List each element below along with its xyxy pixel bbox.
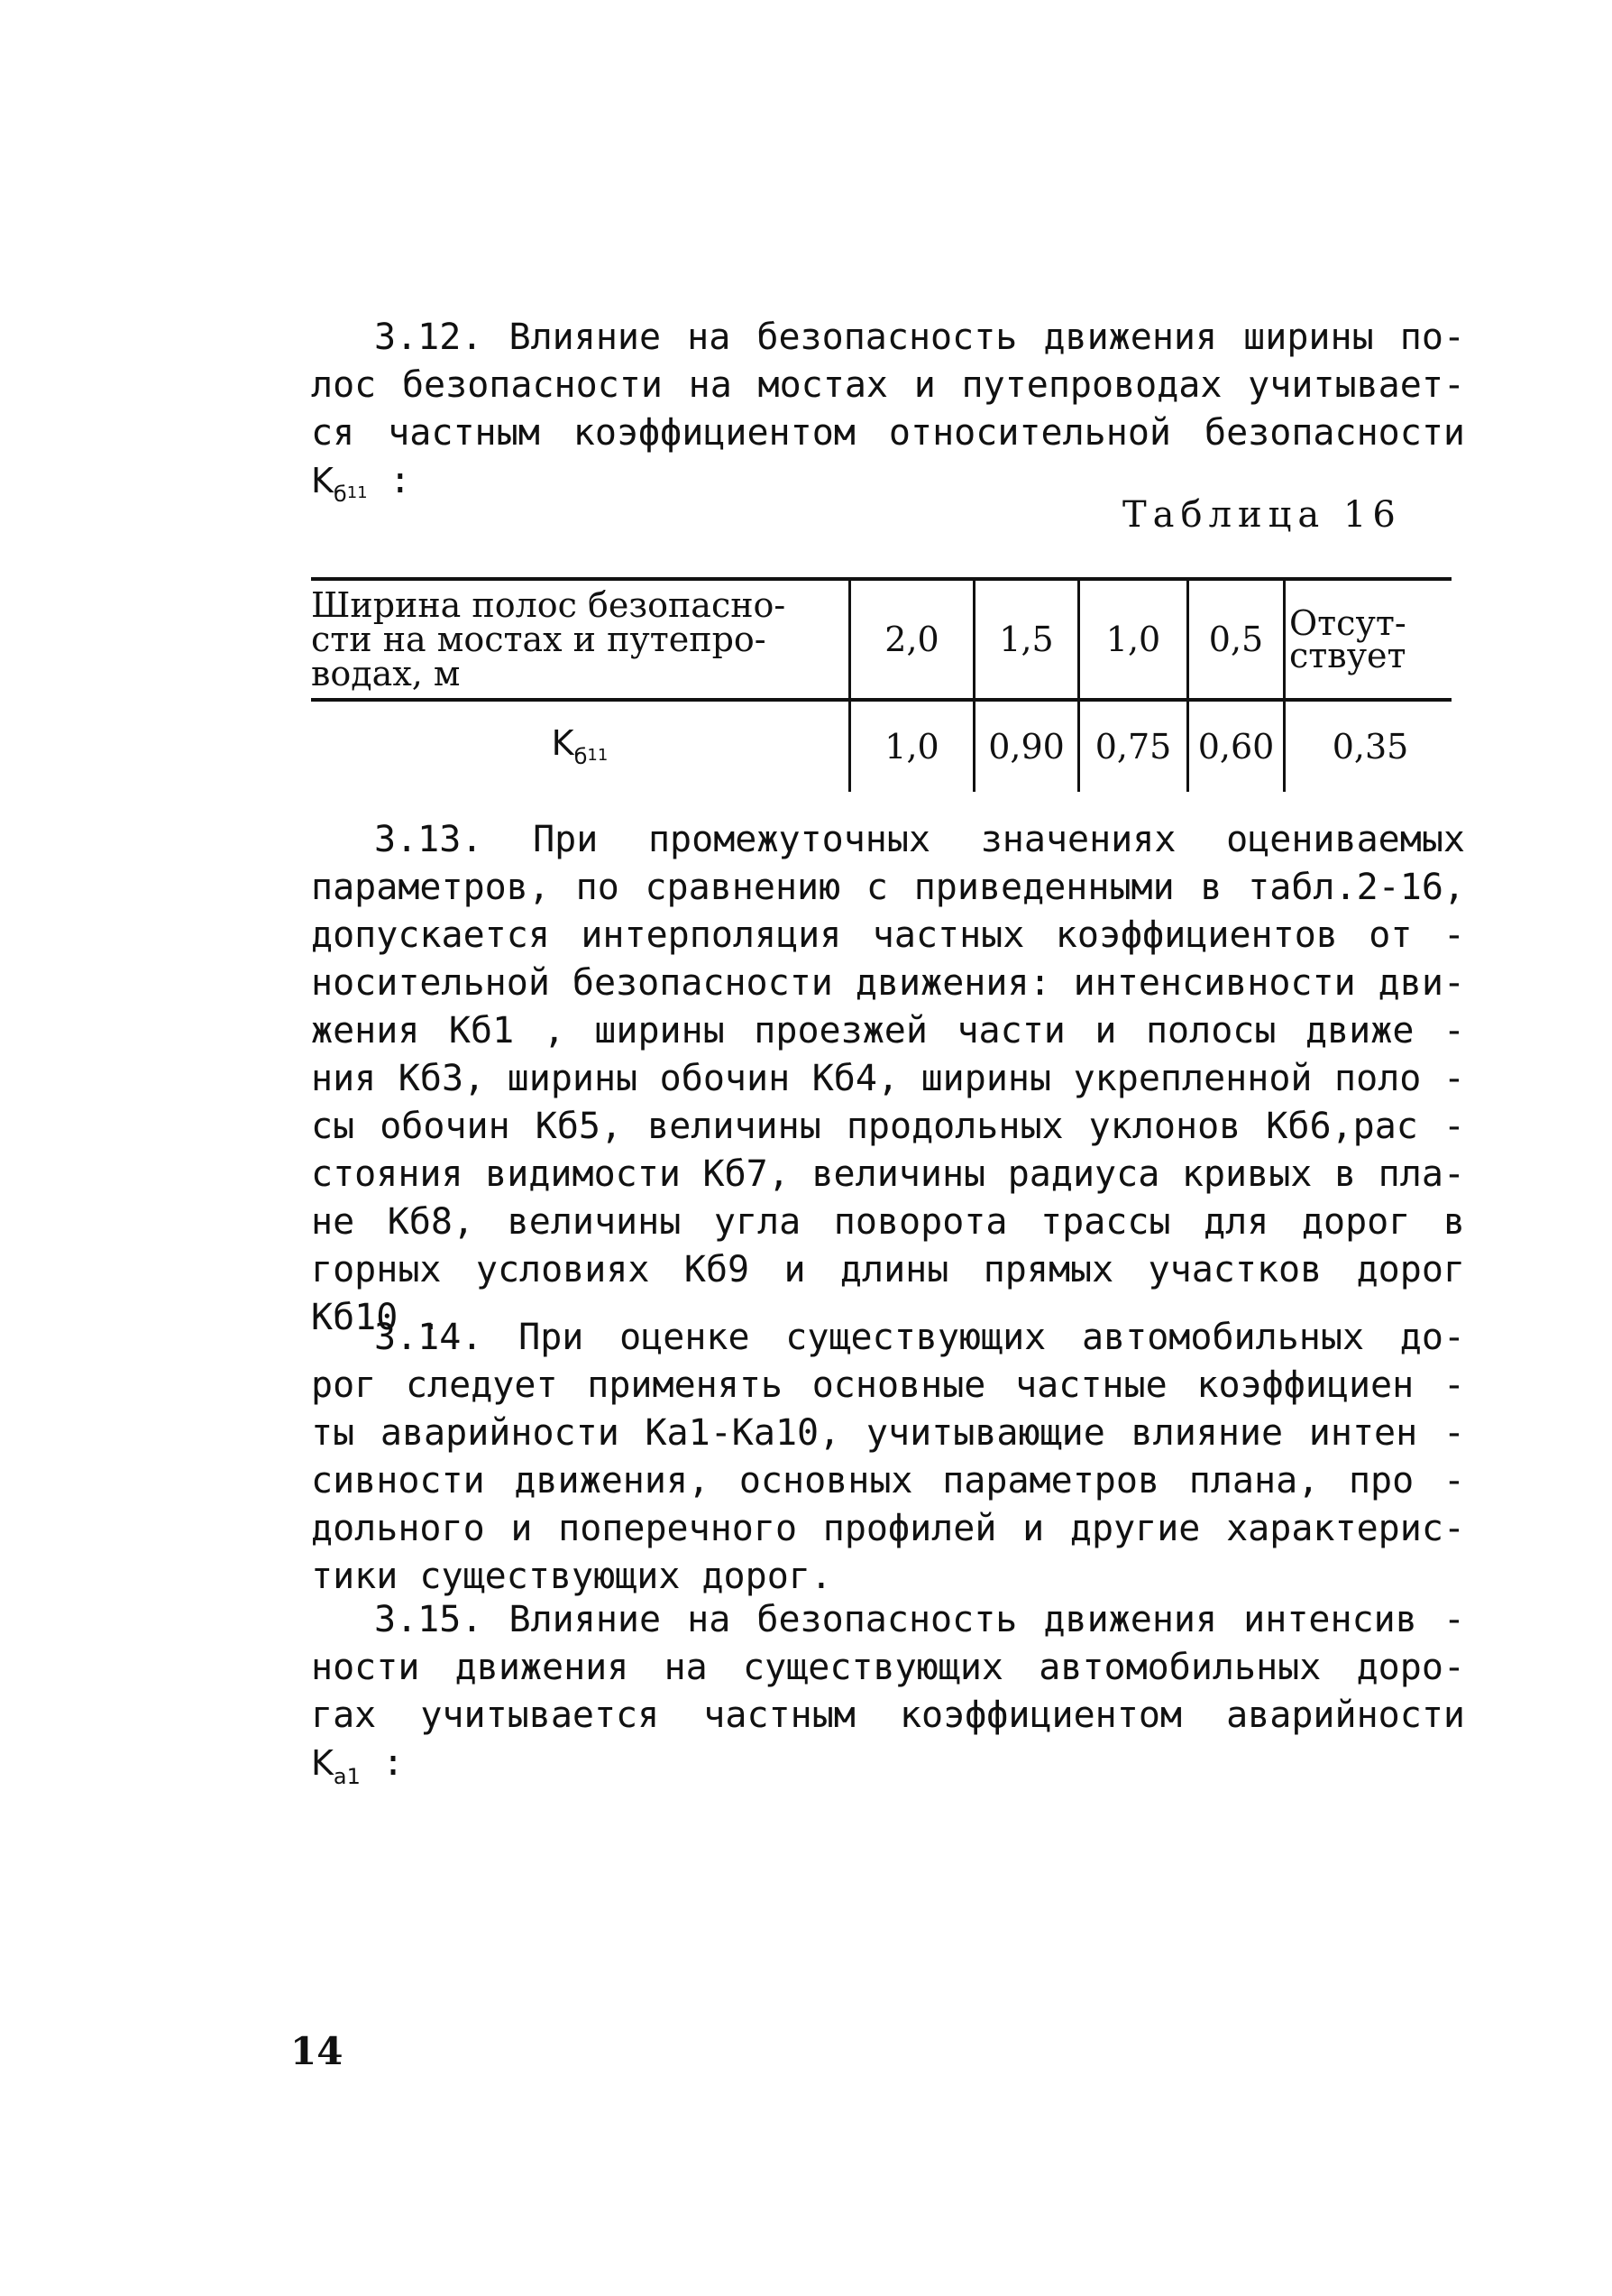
- text-line: рог следует применять основные частные коэффициен -: [311, 1364, 1465, 1406]
- section-3-12: [311, 314, 1465, 511]
- table-header-row: [311, 579, 1452, 700]
- header-value-cell: 1,5: [975, 579, 1079, 700]
- header-value-cell: 0,5: [1188, 579, 1285, 700]
- table-data-row: [311, 700, 1452, 792]
- data-cell: 0,75: [1079, 700, 1188, 792]
- data-cell: 0,35: [1285, 700, 1452, 792]
- header-label-line: водах, м: [311, 654, 461, 693]
- header-label-line: сти на мостах и путепро-: [311, 620, 766, 659]
- header-value-cell: 1,0: [1079, 579, 1188, 700]
- section-3-15: [311, 1596, 1465, 1792]
- header-absent-line: ствует: [1289, 636, 1406, 675]
- header-absent-line: Отсут-: [1289, 603, 1406, 643]
- text-line: гах учитывается частным коэффициентом аварийности: [311, 1694, 1465, 1736]
- text-line: Kб10 .: [311, 1297, 442, 1338]
- data-cell: 0,90: [975, 700, 1079, 792]
- symbol-subscript: б: [573, 744, 588, 769]
- text-line: лос безопасности на мостах и путепроводах учитывает-: [311, 364, 1465, 406]
- symbol-subscript: a1: [333, 1764, 361, 1789]
- text-line: тики существующих дорог.: [311, 1556, 832, 1597]
- text-line: параметров, по сравнению с приведенными в табл.2-16,: [311, 867, 1465, 908]
- colon: :: [382, 1742, 405, 1784]
- text-line: жения Kб1 , ширины проезжей части и полосы движе -: [311, 1010, 1465, 1052]
- table-title: Таблица 16: [1122, 494, 1402, 536]
- text-line: допускается интерполяция частных коэффициентов от -: [311, 914, 1465, 956]
- symbol-subscript: б: [333, 482, 347, 507]
- text-line: стояния видимости Kб7, величины радиуса кривых в пла-: [311, 1153, 1465, 1195]
- header-value-cell: [1285, 579, 1452, 700]
- text-line: 3.12. Влияние на безопасность движения ширины по-: [374, 317, 1465, 358]
- text-line: носительной безопасности движения: интенсивности дви-: [311, 962, 1465, 1004]
- text-line: сивности движения, основных параметров плана, про -: [311, 1460, 1465, 1502]
- text-line: сы обочин Kб5, величины продольных уклонов Kб6,рас -: [311, 1106, 1465, 1147]
- text-line: 3.14. При оценке существующих автомобильных до-: [374, 1317, 1465, 1358]
- header-label-cell: [311, 579, 850, 700]
- section-3-13: [311, 816, 1465, 1342]
- coefficient-symbol: [551, 723, 609, 769]
- colon: :: [389, 460, 411, 501]
- coefficient-symbol: [311, 1740, 361, 1792]
- text-line: горных условиях Kб9 и длины прямых участков дорог: [311, 1249, 1465, 1290]
- text-line: дольного и поперечного профилей и другие характерис-: [311, 1508, 1465, 1549]
- text-line: ся частным коэффициентом относительной безопасности: [311, 412, 1465, 454]
- symbol-letter: K: [551, 723, 574, 763]
- text-line: не Kб8, величины угла поворота трассы для дорог в: [311, 1201, 1465, 1243]
- text-line: 3.13. При промежуточных значениях оцениваемых: [374, 819, 1465, 860]
- symbol-subscript-index: 11: [346, 483, 368, 502]
- header-value-cell: 2,0: [850, 579, 975, 700]
- text-line: 3.15. Влияние на безопасность движения интенсив -: [374, 1599, 1465, 1640]
- data-cell: 1,0: [850, 700, 975, 792]
- symbol-line: [311, 1740, 1465, 1792]
- coefficient-symbol: [311, 457, 368, 511]
- header-label-line: Ширина полос безопасно-: [311, 585, 786, 625]
- symbol-letter: K: [311, 461, 334, 501]
- symbol-letter: K: [311, 1743, 334, 1783]
- data-cell: 0,60: [1188, 700, 1285, 792]
- page-number: 14: [290, 2029, 343, 2073]
- symbol-subscript-index: 11: [587, 746, 609, 765]
- row-label-cell: [311, 700, 850, 792]
- text-line: ния Kб3, ширины обочин Kб4, ширины укрепленной поло -: [311, 1058, 1465, 1099]
- table-16: [311, 577, 1452, 792]
- section-3-14: [311, 1314, 1465, 1601]
- text-line: ности движения на существующих автомобильных доро-: [311, 1647, 1465, 1688]
- text-line: ты аварийности Ka1-Ka10, учитывающие влияние интен -: [311, 1412, 1465, 1454]
